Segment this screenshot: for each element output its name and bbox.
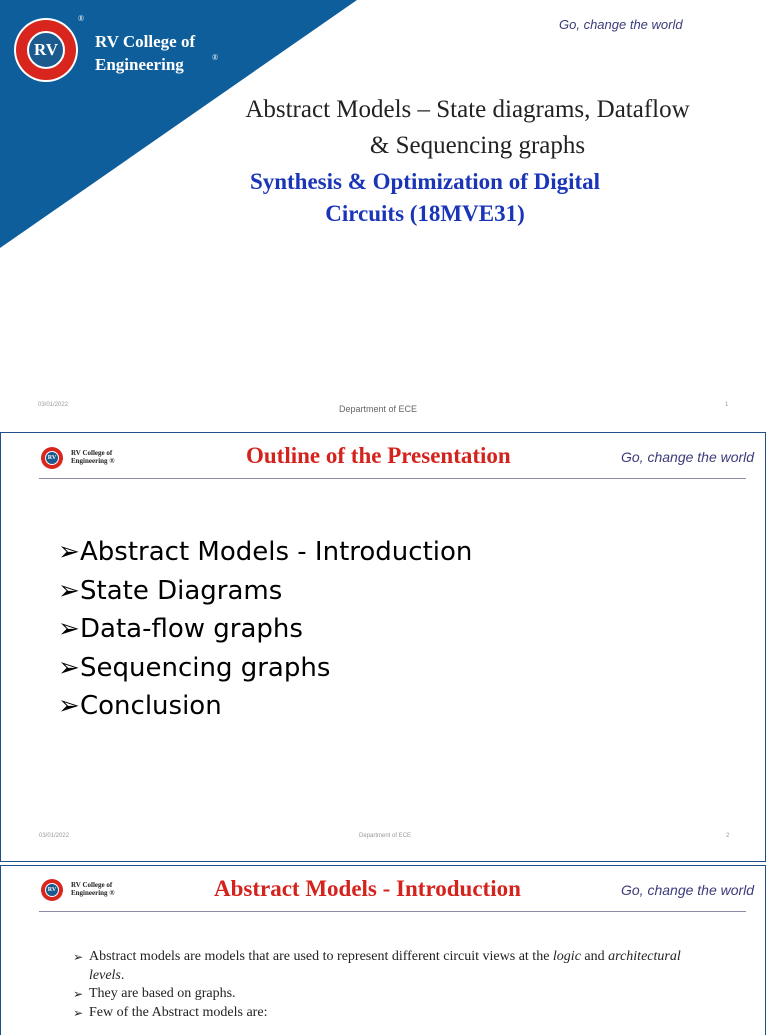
college-name-small xyxy=(71,881,115,897)
footer-page-number: 1 xyxy=(725,402,729,408)
intro-bullet-list xyxy=(73,948,693,1022)
title-line1: Abstract Models – State diagrams, Dataflow xyxy=(245,96,690,123)
arrow-bullet-icon: ➢ xyxy=(58,537,80,567)
presentation-title xyxy=(195,92,740,164)
arrow-bullet-icon: ➢ xyxy=(58,652,80,683)
list-item: ➢State Diagrams xyxy=(58,572,472,611)
logo-center-text: RV xyxy=(45,451,59,465)
list-item: ➢ Few of the Abstract models are: xyxy=(73,1004,693,1023)
list-item: ➢Data-flow graphs xyxy=(58,610,472,649)
title-line2: & Sequencing graphs xyxy=(369,132,586,159)
list-item: ➢Conclusion xyxy=(58,687,472,726)
logo-center-text: RV xyxy=(27,31,65,69)
subtitle-line1: Synthesis & Optimization of Digital xyxy=(249,169,601,194)
course-subtitle xyxy=(200,166,650,230)
college-logo xyxy=(14,18,78,82)
footer-department: Department of ECE xyxy=(339,404,418,414)
arrow-bullet-icon: ➢ xyxy=(58,575,80,606)
footer-date: 03/01/2022 xyxy=(39,833,70,839)
college-name-line2: Engineering ® xyxy=(71,457,115,465)
college-name-line2: Engineering ® xyxy=(71,889,115,897)
college-logo-small xyxy=(40,446,64,470)
arrow-bullet-icon: ➢ xyxy=(58,691,80,721)
registered-mark: ® xyxy=(78,14,85,23)
college-name-line2: Engineering xyxy=(95,55,184,74)
list-item: ➢ Abstract models are models that are used to represent different circuit views at the logic and architectural levels. xyxy=(73,949,681,983)
tagline: Go, change the world xyxy=(559,17,683,32)
footer-page-number: 2 xyxy=(726,833,730,839)
slide-title: Outline of the Presentation xyxy=(246,443,511,468)
header-divider xyxy=(39,478,746,479)
outline-slide xyxy=(0,432,766,862)
list-item: ➢ They are based on graphs. xyxy=(73,985,693,1004)
arrow-bullet-icon: ➢ xyxy=(73,1005,84,1020)
college-name-small xyxy=(71,449,115,465)
college-name-line1: RV College of xyxy=(71,881,113,889)
title-slide xyxy=(0,0,768,428)
logo-center-text: RV xyxy=(45,883,59,897)
footer-department: Department of ECE xyxy=(359,833,412,839)
outline-list xyxy=(58,533,472,726)
footer-date: 03/01/2022 xyxy=(38,402,69,408)
college-logo-small xyxy=(40,878,64,902)
header-divider xyxy=(39,911,746,912)
arrow-bullet-icon: ➢ xyxy=(73,950,84,964)
list-item: ➢Sequencing graphs xyxy=(58,649,472,688)
college-name-line1: RV College of xyxy=(71,449,113,457)
list-item: ➢Abstract Models - Introduction xyxy=(58,533,472,572)
tagline: Go, change the world xyxy=(621,449,755,465)
slide-title: Abstract Models - Introduction xyxy=(214,876,521,901)
arrow-bullet-icon: ➢ xyxy=(73,987,84,1001)
introduction-slide xyxy=(0,865,766,1035)
college-name-line1: RV College of xyxy=(95,32,196,51)
arrow-bullet-icon: ➢ xyxy=(58,614,80,644)
registered-mark: ® xyxy=(212,53,219,62)
subtitle-line2: Circuits (18MVE31) xyxy=(325,201,525,226)
tagline: Go, change the world xyxy=(621,882,755,898)
